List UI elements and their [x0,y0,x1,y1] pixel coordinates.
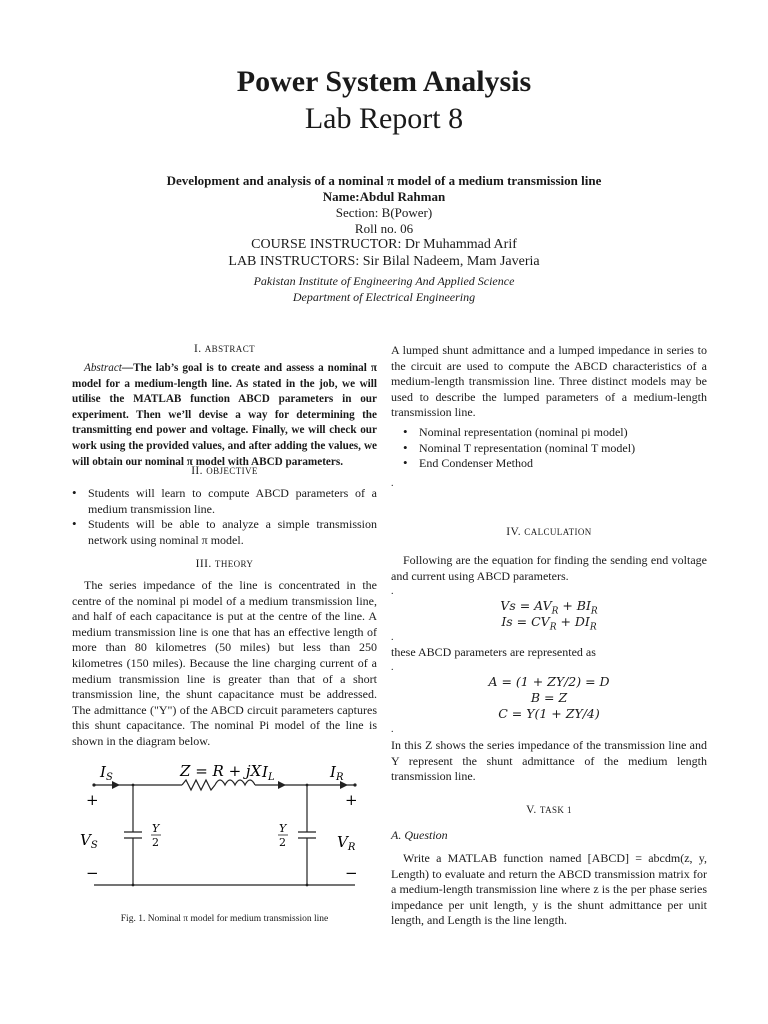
abstract-text: —The lab’s goal is to create and assess a nominal π model for a medium-length line. As stated in the job, we will utilise the MATLAB function ABCD parameters in our experiment. Then we’ll devise a way for determining the transmitting end power and voltage. Finally, we will check our work using the provided values, and after adding the values, we will obtain our nominal π model with ABCD parameters. [72,362,377,468]
current-arrow-icon [112,781,120,789]
label-ir: $I_R$ [330,763,344,783]
department-line: Department of Electrical Engineering [292,290,476,304]
equation-a: A = (1 + ZY/2) = D [488,674,610,689]
task-subheading: A. Question [391,828,448,842]
label-y-right-num: Y [279,822,287,835]
minus-right: − [345,864,358,882]
minus-left: − [86,864,99,882]
objective-list [72,486,377,548]
calculation-mid: these ABCD parameters are represented as [391,645,596,659]
abstract-number: I. [193,343,202,355]
objective-item: • Students will be able to analyze a simple transmission network using nominal π model. [72,517,377,548]
calculation-number: IV. [506,526,522,538]
equation-b: B = Z [530,690,568,705]
calculation-heading-text: CALCULATION [524,527,592,537]
label-z: Z = R + jX [180,762,262,780]
label-il: $I_L$ [262,763,275,783]
model-item: • End Condenser Method [403,456,707,472]
institute-line: Pakistan Institute of Engineering And Applied Science [253,274,515,288]
calculation-heading [391,526,707,538]
stray-dot: . [391,586,394,597]
objective-item: • Students will learn to compute ABCD parameters of a medium transmission line. [72,486,377,517]
equation-c: C = Y(1 + ZY/4) [498,706,600,721]
author-name: Name:Abdul Rahman [322,189,446,204]
section-line: Section: B(Power) [335,205,433,220]
objective-heading [72,465,377,477]
model-item: • Nominal representation (nominal pi model) [403,425,707,441]
label-vs: $V_S$ [80,831,98,851]
roll-line: Roll no. 06 [354,221,414,236]
plus-left: + [86,791,99,809]
pi-model-circuit-diagram [72,760,377,910]
current-arrow-icon [278,781,286,789]
model-item: • Nominal T representation (nominal T model) [403,441,707,457]
label-vr: $V_R$ [337,833,356,853]
objective-number: II. [191,465,203,477]
calculation-outro: In this Z shows the series impedance of the transmission line and Y represent the shunt admittance of the medium length transmission line. [391,738,707,784]
calculation-intro: Following are the equation for finding the sending end voltage and current using ABCD parameters. [391,553,707,583]
theory-number: III. [195,558,212,570]
label-y-left-num: Y [152,822,160,835]
abstract-body [72,361,377,470]
task-heading [391,804,707,816]
course-instructor-line: COURSE INSTRUCTOR: Dr Muhammad Arif [251,237,517,252]
lab-instructors-line: LAB INSTRUCTORS: Sir Bilal Nadeem, Mam Javeria [228,254,540,269]
label-y-right-den: 2 [279,836,286,849]
report-subtitle: Lab Report 8 [304,102,464,135]
stray-dot: . [391,478,394,489]
plus-right: + [345,791,358,809]
abstract-heading [72,343,377,355]
task-heading-text: TASK 1 [539,805,572,815]
topic-line: Development and analysis of a nominal π model of a medium transmission line [166,173,602,188]
abstract-lead: Abstract [84,362,122,374]
label-is: $I_S$ [100,763,113,783]
abstract-heading-text: ABSTRACT [204,344,255,354]
theory-heading [72,558,377,570]
stray-dot: . [391,724,394,735]
right-intro-text: A lumped shunt admittance and a lumped impedance in series to the circuit are used to compute the ABCD characteristics of a medium-length transmission line. Three distinct models may be used to describe the lumped parameters of a medium-length transmission line. [391,343,707,420]
task-number: V. [526,804,537,816]
stray-dot: . [391,662,394,673]
equation-is-text: $Is = CV_R + DI_R$ [501,614,597,633]
theory-body: The series impedance of the line is concentrated in the centre of the nominal pi model of a medium transmission line, and half of each capacitance is put at the centre of the line. A medium transmission line is one that has an effective length of more than 80 kilometres (50 miles) but less than 250 kilometres (150 miles). Because the line charging current of a medium transmission line is greater than that of a short transmission line, the shunt capacitance must be addressed. The admittance ("Y") of the ABCD circuit parameters captures this shunt capacitance. The nominal Pi model of the line is shown in the diagram below. [72,578,377,748]
label-y-left-den: 2 [152,836,159,849]
models-list [391,425,707,472]
objective-heading-text: OBJECTIVE [206,466,258,476]
equation-vs-text: $Vs = AV_R + BI_R$ [500,598,598,617]
report-title: Power System Analysis [236,65,532,98]
theory-heading-text: THEORY [214,559,254,569]
task-body: Write a MATLAB function named [ABCD] = abcdm(z, y, Length) to evaluate and return the ABCD transmission matrix for a medium-length transmission line where z is the per phase series impedance per unit length, y is the shunt admittance per unit length, and Length is the line length. [391,851,707,928]
equation-is [391,614,707,636]
figure-caption: Fig. 1. Nominal π model for medium transmission line [120,914,329,924]
stray-dot: . [391,632,394,643]
